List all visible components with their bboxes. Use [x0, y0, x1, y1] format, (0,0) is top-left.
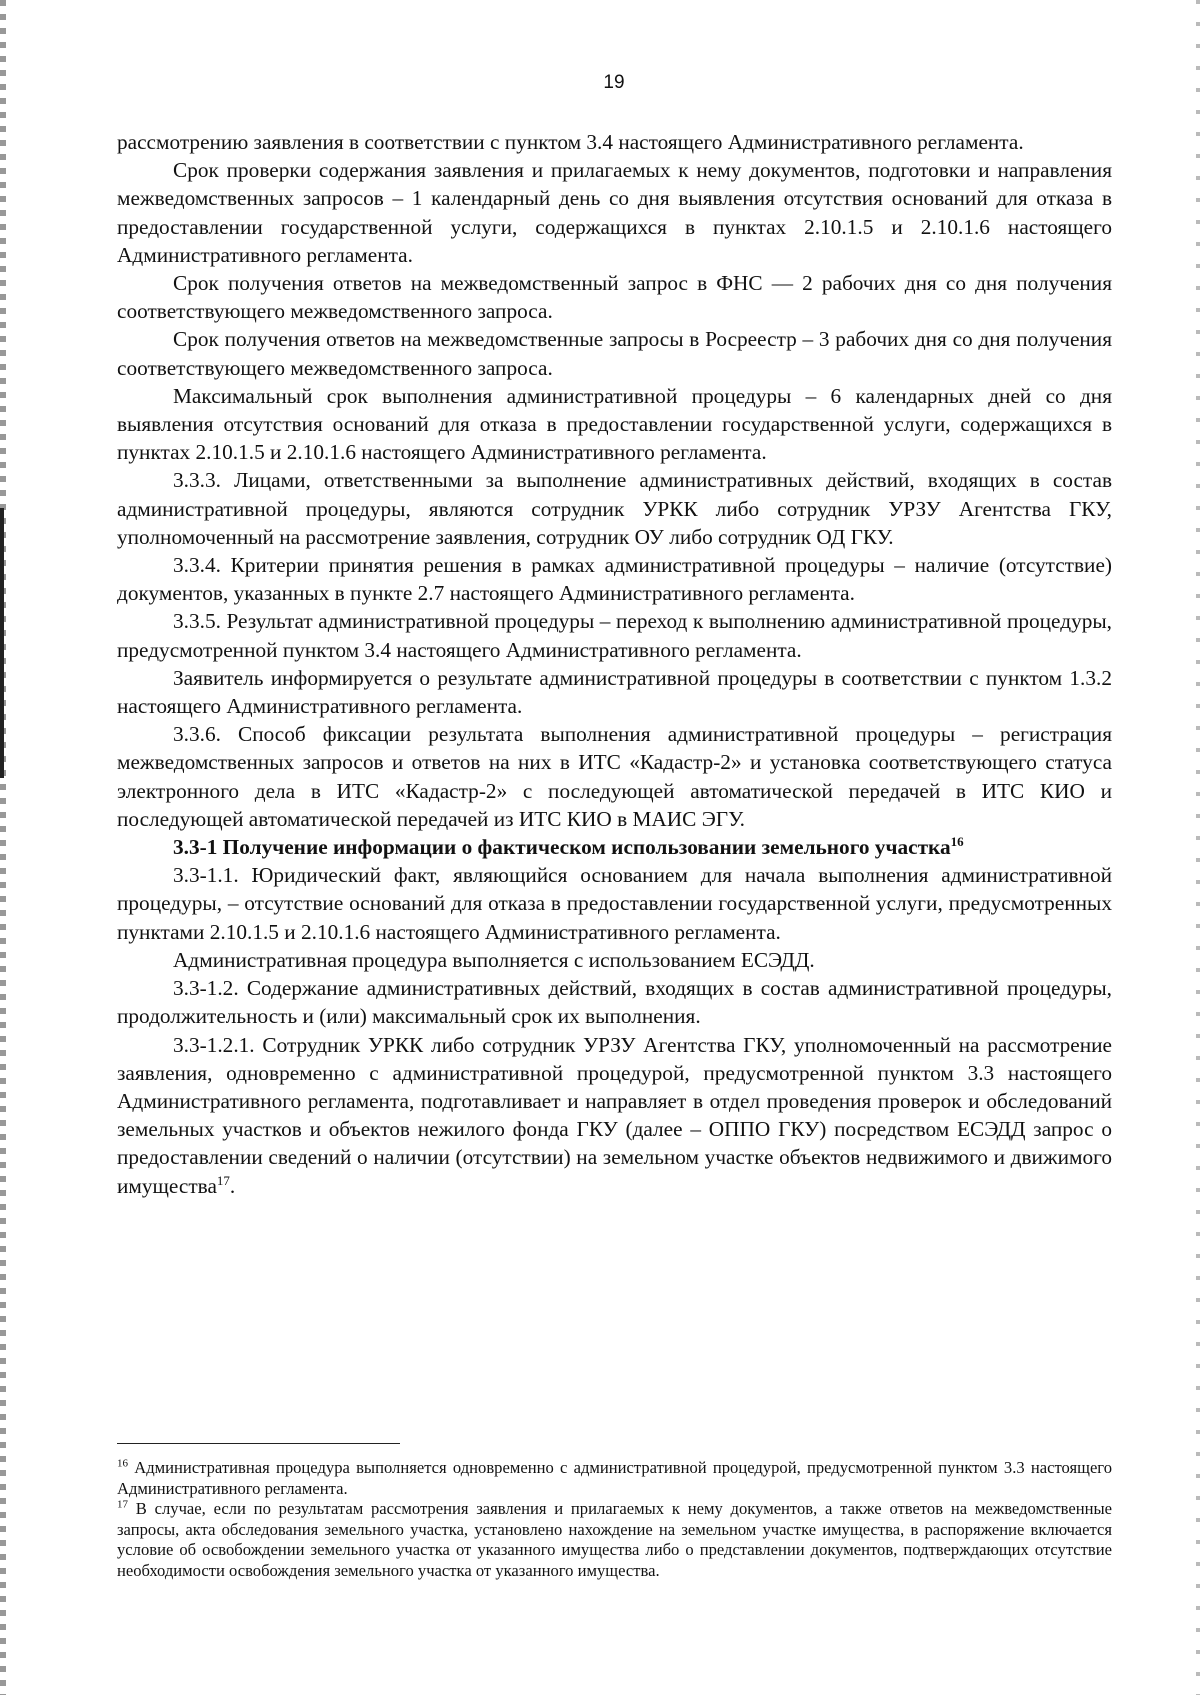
- section-heading-text: 3.3-1 Получение информации о фактическом использовании земельного участка: [173, 835, 951, 860]
- footnote-separator: [117, 1443, 400, 1444]
- footnotes: [117, 1458, 1112, 1582]
- paragraph: Максимальный срок выполнения административной процедуры – 6 календарных дней со дня выявления отсутствия оснований для отказа в предоставлении государственной услуги, содержащихся в пунктах 2.10.1.5 и 2.10.1.6 настоящего Административного регламента.: [117, 383, 1112, 465]
- footnote: [117, 1499, 1112, 1581]
- paragraph: Срок получения ответов на межведомственный запрос в ФНС — 2 рабочих дня со дня получения соответствующего межведомственного запроса.: [117, 271, 1112, 324]
- paragraph: 3.3-1.1. Юридический факт, являющийся основанием для начала выполнения административной процедуры, – отсутствие оснований для отказа в предоставлении государственной услуги, предусмотренных пунктами 2.10.1.5 и 2.10.1.6 настоящего Административного регламента.: [117, 863, 1112, 944]
- paragraph: 3.3-1.2. Содержание административных действий, входящих в состав административной процедуры, продолжительность и (или) максимальный срок их выполнения.: [117, 976, 1112, 1029]
- paragraph: 3.3.6. Способ фиксации результата выполнения административной процедуры – регистрация межведомственных запросов и ответов на них в ИТС «Кадастр-2» и установка соответствующего статуса электронного дела в ИТС «Кадастр-2» с последующей автоматической передачей в ИТС КИО и последующей автоматической передачей из ИТС КИО в МАИС ЭГУ.: [117, 722, 1112, 831]
- footnote-number: 17: [117, 1498, 128, 1511]
- scan-edge-left: [0, 0, 6, 1695]
- paragraph: Заявитель информируется о результате административной процедуры в соответствии с пунктом 1.3.2 настоящего Административного регламента.: [117, 665, 1112, 719]
- paragraph: 3.3.3. Лицами, ответственными за выполнение административных действий, входящих в состав административной процедуры, являются сотрудник УРКК либо сотрудник УРЗУ Агентства ГКУ, уполномоченный на рассмотрение заявления, сотрудник ОУ либо сотрудник ОД ГКУ.: [117, 468, 1112, 549]
- paragraph-tail: .: [229, 1173, 236, 1198]
- paragraph: Срок проверки содержания заявления и прилагаемых к нему документов, подготовки и направления межведомственных запросов – 1 календарный день со дня выявления отсутствия оснований для отказа в предоставлении государственной услуги, содержащихся в пунктах 2.10.1.5 и 2.10.1.6 настоящего Административного регламента.: [117, 158, 1112, 267]
- paragraph: 3.3.5. Результат административной процедуры – переход к выполнению административной процедуры, предусмотренной пунктом 3.4 настоящего Административного регламента.: [117, 609, 1112, 662]
- paragraph: Административная процедура выполняется с использованием ЕСЭДД.: [173, 947, 815, 972]
- paragraph: 3.3.4. Критерии принятия решения в рамках административной процедуры – наличие (отсутствие) документов, указанных в пункте 2.7 настоящего Административного регламента.: [117, 553, 1112, 606]
- footnote-number: 16: [117, 1457, 128, 1470]
- scan-edge-right: [1196, 0, 1200, 1695]
- paragraph: рассмотрению заявления в соответствии с пунктом 3.4 настоящего Административного регламента.: [117, 130, 1024, 154]
- footnote-text: В случае, если по результатам рассмотрения заявления и прилагаемых к нему документов, а также ответов на межведомственные запросы, акта обследования земельного участка, установлено нахождение на земельном участке имущества, в распоряжение включается условие об освобождении земельного участка от указанного имущества либо о представлении документов, подтверждающих отсутствие необходимости освобождения земельного участка от указанного имущества.: [117, 1499, 1112, 1580]
- scan-binding-mark: [0, 508, 4, 778]
- document-body: [117, 128, 1112, 1200]
- paragraph-text: 3.3-1.2.1. Сотрудник УРКК либо сотрудник УРЗУ Агентства ГКУ, уполномоченный на рассмотрение заявления, одновременно с административной процедурой, предусмотренной пунктом 3.3 настоящего Административного регламента, подготавливает и направляет в отдел проведения проверок и обследований земельных участков и объектов нежилого фонда ГКУ (далее – ОППО ГКУ) посредством ЕСЭДД запрос о предоставлении сведений о наличии (отсутствии) на земельном участке объектов недвижимого и движимого имущества: [117, 1032, 1112, 1198]
- page-number: 19: [603, 72, 625, 93]
- footnote-ref-16[interactable]: 16: [950, 833, 964, 849]
- paragraph: Срок получения ответов на межведомственные запросы в Росреестр – 3 рабочих дня со дня получения соответствующего межведомственного запроса.: [117, 327, 1112, 380]
- footnote-ref-17[interactable]: 17: [216, 1172, 230, 1188]
- footnote-text: Административная процедура выполняется одновременно с административной процедурой, предусмотренной пунктом 3.3 настоящего Административного регламента.: [117, 1458, 1112, 1498]
- section-heading: [117, 833, 1112, 861]
- footnote: [117, 1458, 1112, 1499]
- paragraph: [117, 1031, 1112, 1200]
